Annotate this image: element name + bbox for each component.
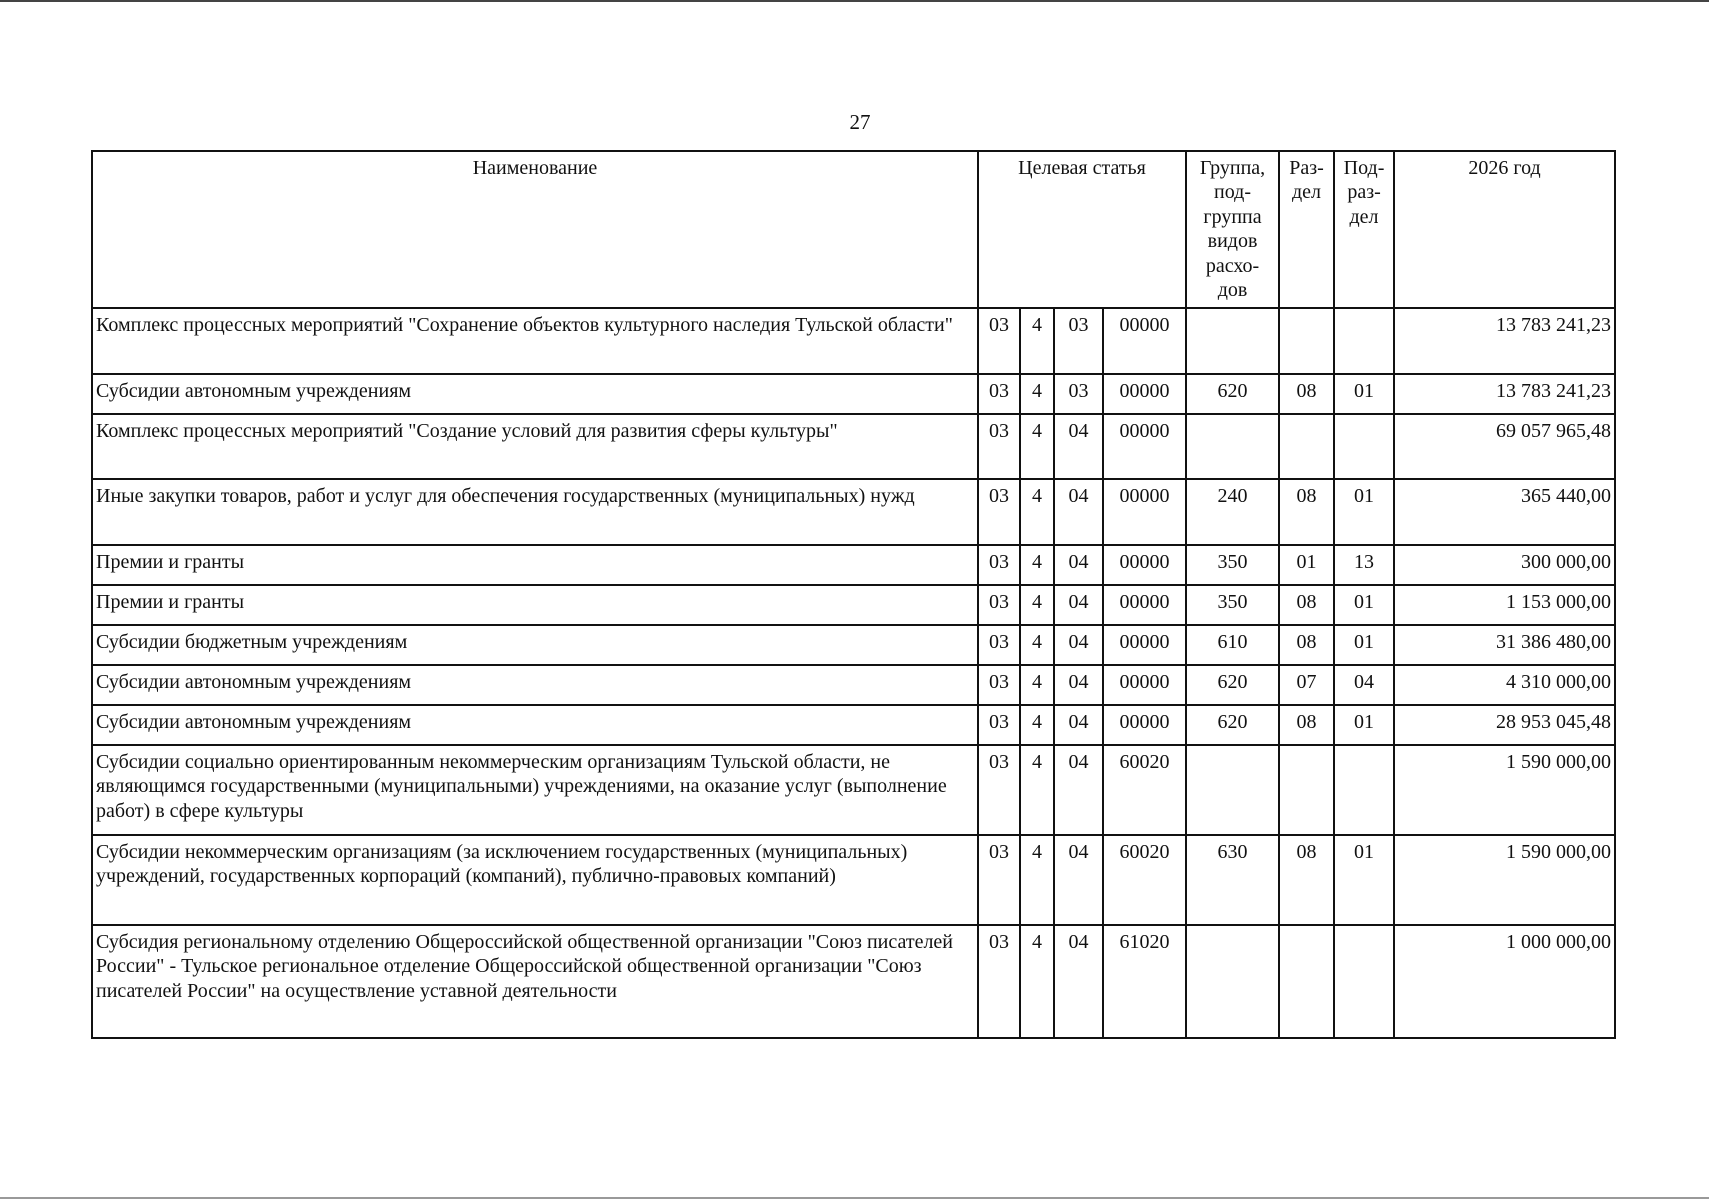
target-article-type: 4 xyxy=(1020,745,1054,835)
header-expense-group: Группа, под- группа видов расхо- дов xyxy=(1186,151,1279,308)
amount-2026: 31 386 480,00 xyxy=(1394,625,1615,665)
subsection-code: 04 xyxy=(1334,665,1394,705)
row-name: Иные закупки товаров, работ и услуг для обеспечения государственных (муниципальных) нужд xyxy=(92,479,978,545)
expense-group xyxy=(1186,308,1279,374)
target-article-program: 03 xyxy=(978,925,1020,1038)
target-article-type: 4 xyxy=(1020,479,1054,545)
section-code xyxy=(1279,925,1334,1038)
amount-2026: 300 000,00 xyxy=(1394,545,1615,585)
expense-group: 630 xyxy=(1186,835,1279,925)
target-article-type: 4 xyxy=(1020,585,1054,625)
target-article-type: 4 xyxy=(1020,545,1054,585)
section-code: 08 xyxy=(1279,625,1334,665)
target-article-program: 03 xyxy=(978,374,1020,414)
row-name: Субсидии бюджетным учреждениям xyxy=(92,625,978,665)
subsection-code xyxy=(1334,745,1394,835)
target-article-program: 03 xyxy=(978,414,1020,479)
subsection-code xyxy=(1334,414,1394,479)
row-name: Премии и гранты xyxy=(92,585,978,625)
header-year-2026: 2026 год xyxy=(1394,151,1615,308)
table-row xyxy=(92,745,1615,835)
target-article-program: 03 xyxy=(978,625,1020,665)
page-edge-top xyxy=(0,0,1709,2)
amount-2026: 1 590 000,00 xyxy=(1394,835,1615,925)
expense-group xyxy=(1186,745,1279,835)
target-article-subprogram: 04 xyxy=(1054,545,1103,585)
target-article-direction: 00000 xyxy=(1103,705,1186,745)
target-article-direction: 00000 xyxy=(1103,665,1186,705)
row-name: Субсидия региональному отделению Общероссийской общественной организации "Союз писателей России" - Тульское региональное отделение Общероссийской общественной организации "Союз писателей России" на осуществление уставной деятельности xyxy=(92,925,978,1038)
target-article-subprogram: 04 xyxy=(1054,705,1103,745)
target-article-program: 03 xyxy=(978,835,1020,925)
amount-2026: 4 310 000,00 xyxy=(1394,665,1615,705)
target-article-subprogram: 04 xyxy=(1054,835,1103,925)
table-row xyxy=(92,625,1615,665)
target-article-subprogram: 04 xyxy=(1054,925,1103,1038)
target-article-direction: 60020 xyxy=(1103,745,1186,835)
expense-group xyxy=(1186,414,1279,479)
target-article-type: 4 xyxy=(1020,308,1054,374)
section-code: 08 xyxy=(1279,479,1334,545)
section-code: 07 xyxy=(1279,665,1334,705)
section-code xyxy=(1279,308,1334,374)
row-name: Субсидии автономным учреждениям xyxy=(92,374,978,414)
row-name: Субсидии автономным учреждениям xyxy=(92,705,978,745)
expense-group: 350 xyxy=(1186,545,1279,585)
expense-group xyxy=(1186,925,1279,1038)
table-row xyxy=(92,479,1615,545)
row-name: Субсидии автономным учреждениям xyxy=(92,665,978,705)
table-row xyxy=(92,835,1615,925)
target-article-program: 03 xyxy=(978,665,1020,705)
amount-2026: 69 057 965,48 xyxy=(1394,414,1615,479)
amount-2026: 13 783 241,23 xyxy=(1394,308,1615,374)
section-code: 08 xyxy=(1279,585,1334,625)
header-section: Раз- дел xyxy=(1279,151,1334,308)
table-header-row xyxy=(92,151,1615,308)
header-subsection: Под- раз- дел xyxy=(1334,151,1394,308)
target-article-subprogram: 04 xyxy=(1054,625,1103,665)
target-article-direction: 00000 xyxy=(1103,545,1186,585)
subsection-code xyxy=(1334,925,1394,1038)
section-code xyxy=(1279,745,1334,835)
table-row xyxy=(92,705,1615,745)
target-article-program: 03 xyxy=(978,479,1020,545)
target-article-subprogram: 03 xyxy=(1054,374,1103,414)
expense-group: 610 xyxy=(1186,625,1279,665)
page-edge-bottom xyxy=(0,1197,1709,1199)
target-article-type: 4 xyxy=(1020,835,1054,925)
budget-table xyxy=(91,150,1616,1039)
target-article-direction: 00000 xyxy=(1103,585,1186,625)
target-article-type: 4 xyxy=(1020,665,1054,705)
section-code xyxy=(1279,414,1334,479)
subsection-code: 01 xyxy=(1334,625,1394,665)
expense-group: 350 xyxy=(1186,585,1279,625)
amount-2026: 1 153 000,00 xyxy=(1394,585,1615,625)
target-article-direction: 61020 xyxy=(1103,925,1186,1038)
target-article-direction: 60020 xyxy=(1103,835,1186,925)
target-article-type: 4 xyxy=(1020,374,1054,414)
target-article-subprogram: 04 xyxy=(1054,479,1103,545)
section-code: 08 xyxy=(1279,835,1334,925)
header-target-article: Целевая статья xyxy=(978,151,1186,308)
subsection-code: 01 xyxy=(1334,585,1394,625)
amount-2026: 28 953 045,48 xyxy=(1394,705,1615,745)
section-code: 01 xyxy=(1279,545,1334,585)
target-article-type: 4 xyxy=(1020,414,1054,479)
target-article-program: 03 xyxy=(978,705,1020,745)
subsection-code: 13 xyxy=(1334,545,1394,585)
table-row xyxy=(92,925,1615,1038)
target-article-subprogram: 04 xyxy=(1054,665,1103,705)
target-article-direction: 00000 xyxy=(1103,414,1186,479)
row-name: Субсидии некоммерческим организациям (за исключением государственных (муниципальных) учреждений, государственных корпораций (компаний), публично-правовых компаний) xyxy=(92,835,978,925)
target-article-type: 4 xyxy=(1020,925,1054,1038)
expense-group: 620 xyxy=(1186,665,1279,705)
target-article-subprogram: 04 xyxy=(1054,414,1103,479)
row-name: Субсидии социально ориентированным некоммерческим организациям Тульской области, не являющимся государственными (муниципальными) учреждениями, на оказание услуг (выполнение работ) в сфере культуры xyxy=(92,745,978,835)
section-code: 08 xyxy=(1279,705,1334,745)
target-article-subprogram: 04 xyxy=(1054,585,1103,625)
table-row xyxy=(92,585,1615,625)
target-article-subprogram: 03 xyxy=(1054,308,1103,374)
target-article-type: 4 xyxy=(1020,625,1054,665)
target-article-program: 03 xyxy=(978,585,1020,625)
target-article-program: 03 xyxy=(978,308,1020,374)
subsection-code xyxy=(1334,308,1394,374)
table-row xyxy=(92,414,1615,479)
page-number: 27 xyxy=(849,110,871,134)
amount-2026: 365 440,00 xyxy=(1394,479,1615,545)
table-row xyxy=(92,308,1615,374)
target-article-type: 4 xyxy=(1020,705,1054,745)
target-article-direction: 00000 xyxy=(1103,308,1186,374)
target-article-direction: 00000 xyxy=(1103,479,1186,545)
target-article-direction: 00000 xyxy=(1103,374,1186,414)
subsection-code: 01 xyxy=(1334,835,1394,925)
amount-2026: 1 000 000,00 xyxy=(1394,925,1615,1038)
target-article-program: 03 xyxy=(978,745,1020,835)
expense-group: 620 xyxy=(1186,705,1279,745)
header-name: Наименование xyxy=(92,151,978,308)
target-article-direction: 00000 xyxy=(1103,625,1186,665)
subsection-code: 01 xyxy=(1334,479,1394,545)
table-row xyxy=(92,665,1615,705)
target-article-program: 03 xyxy=(978,545,1020,585)
row-name: Комплекс процессных мероприятий "Сохранение объектов культурного наследия Тульской области" xyxy=(92,308,978,374)
section-code: 08 xyxy=(1279,374,1334,414)
subsection-code: 01 xyxy=(1334,374,1394,414)
target-article-subprogram: 04 xyxy=(1054,745,1103,835)
amount-2026: 13 783 241,23 xyxy=(1394,374,1615,414)
table-row xyxy=(92,374,1615,414)
subsection-code: 01 xyxy=(1334,705,1394,745)
amount-2026: 1 590 000,00 xyxy=(1394,745,1615,835)
expense-group: 240 xyxy=(1186,479,1279,545)
table-body xyxy=(92,308,1615,1038)
table-row xyxy=(92,545,1615,585)
row-name: Комплекс процессных мероприятий "Создание условий для развития сферы культуры" xyxy=(92,414,978,479)
row-name: Премии и гранты xyxy=(92,545,978,585)
expense-group: 620 xyxy=(1186,374,1279,414)
